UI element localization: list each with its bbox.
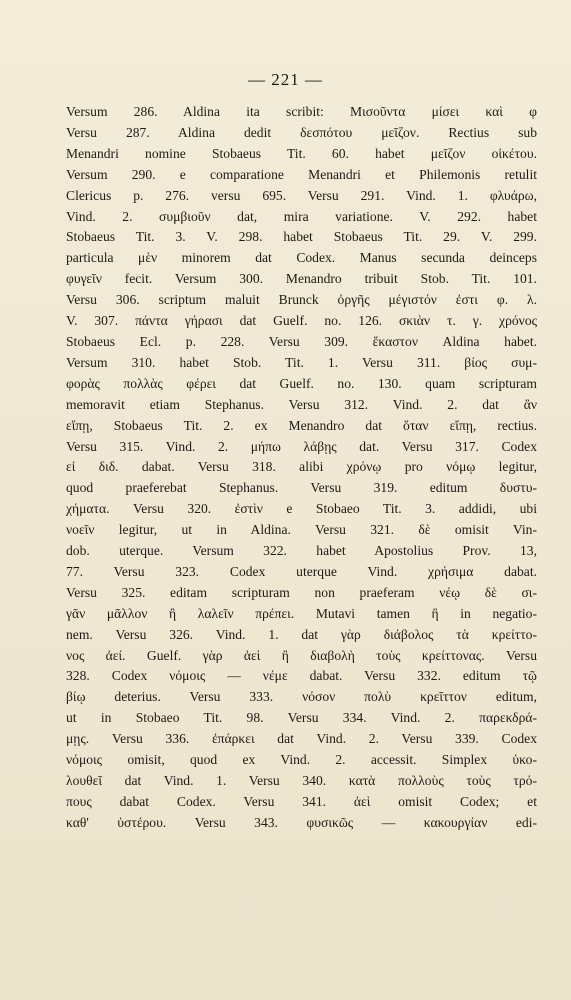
text-line: memoravit etiam Stephanus. Versu 312. Vind. 2. dat ἂν [66, 396, 537, 412]
text-line: εἴπῃ, Stobaeus Tit. 2. ex Menandro dat ὅταν εἴπῃ, rectius. [66, 417, 537, 433]
text-line: dob. uterque. Versum 322. habet Apostolius Prov. 13, [66, 543, 537, 559]
text-line: Versum 310. habet Stob. Tit. 1. Versu 311. βίος συμ- [66, 354, 537, 370]
text-line: φυγεῖν fecit. Versum 300. Menandro tribuit Stob. Tit. 101. [66, 271, 537, 287]
text-line: βίῳ deterius. Versu 333. νόσον πολὺ κρεῖττον editum, [66, 689, 537, 705]
text-line: Versum 286. Aldina ita scribit: Μισοῦντα μίσει καὶ φ [66, 104, 537, 119]
text-line: Versum 290. e comparatione Menandri et Philemonis retulit [66, 166, 537, 182]
text-line: λουθεῖ dat Vind. 1. Versu 340. κατὰ πολλοὺς τοὺς τρό- [66, 773, 537, 788]
text-line: 77. Versu 323. Codex uterque Vind. χρήσιμα dabat. [66, 563, 537, 579]
text-line: φορὰς πολλὰς φέρει dat Guelf. no. 130. quam scripturam [66, 375, 537, 391]
text-line: νοεῖν legitur, ut in Aldina. Versu 321. δὲ omisit Vin- [66, 522, 537, 538]
text-line: Vind. 2. συμβιοῦν dat, mira variatione. V. 292. habet [66, 208, 537, 224]
page-number-header: — 221 — [248, 70, 323, 89]
text-line: καθ' ὑστέρου. Versu 343. φυσικῶς — κακουργίαν edi- [66, 814, 537, 830]
text-line: quod praeferebat Stephanus. Versu 319. editum δυστυ- [66, 480, 537, 496]
text-line: nem. Versu 326. Vind. 1. dat γὰρ διάβολος τὰ κρείττο- [66, 626, 537, 642]
text-line: πους dabat Codex. Versu 341. ἀεὶ omisit Codex; et [66, 793, 537, 809]
text-line: Menandri nomine Stobaeus Tit. 60. habet μεῖζον οἰκέτου. [66, 145, 537, 161]
text-line: νος ἀεί. Guelf. γὰρ ἀεὶ ἢ διαβολὴ τοὺς κρείττονας. Versu [66, 647, 537, 663]
text-line: εἰ διδ. dabat. Versu 318. alibi χρόνῳ pro νόμῳ legitur, [66, 459, 537, 475]
text-line: Versu 325. editam scripturam non praeferam νέῳ δὲ σι- [66, 584, 537, 600]
text-line: Stobaeus Ecl. p. 228. Versu 309. ἕκαστον Aldina habet. [66, 333, 537, 349]
text-line: χήματα. Versu 320. ἐστὶν e Stobaeo Tit. 3. addidi, ubi [66, 501, 537, 517]
text-line: 328. Codex νόμοις — νέμε dabat. Versu 332. editum τῷ [66, 668, 537, 684]
body-text [66, 102, 537, 834]
text-line: Versu 306. scriptum maluit Brunck ὀργῆς μέγιστόν ἐστι φ. λ. [66, 292, 537, 308]
text-line: particula μὲν minorem dat Codex. Manus secunda deinceps [66, 250, 537, 266]
text-line: μῃς. Versu 336. ἐπάρκει dat Vind. 2. Versu 339. Codex [66, 731, 537, 747]
text-line: Versu 315. Vind. 2. μήπω λάβῃς dat. Versu 317. Codex [66, 438, 537, 454]
text-line: Stobaeus Tit. 3. V. 298. habet Stobaeus Tit. 29. V. 299. [66, 229, 537, 245]
text-line: Versu 287. Aldina dedit δεσπότου μεῖζον. Rectius sub [66, 124, 537, 140]
text-line: νόμοις omisit, quod ex Vind. 2. accessit. Simplex ὑκο- [66, 752, 537, 768]
text-line: ut in Stobaeo Tit. 98. Versu 334. Vind. 2. παρεκδρά- [66, 710, 537, 726]
text-line: γᾶν μᾶλλον ἢ λαλεῖν πρέπει. Mutavi tamen ἢ in negatio- [66, 605, 537, 621]
text-line: Clericus p. 276. versu 695. Versu 291. Vind. 1. φλυάρω, [66, 187, 537, 203]
text-line: V. 307. πάντα γήρασι dat Guelf. no. 126. σκιὰν τ. γ. χρόνος [66, 313, 537, 329]
